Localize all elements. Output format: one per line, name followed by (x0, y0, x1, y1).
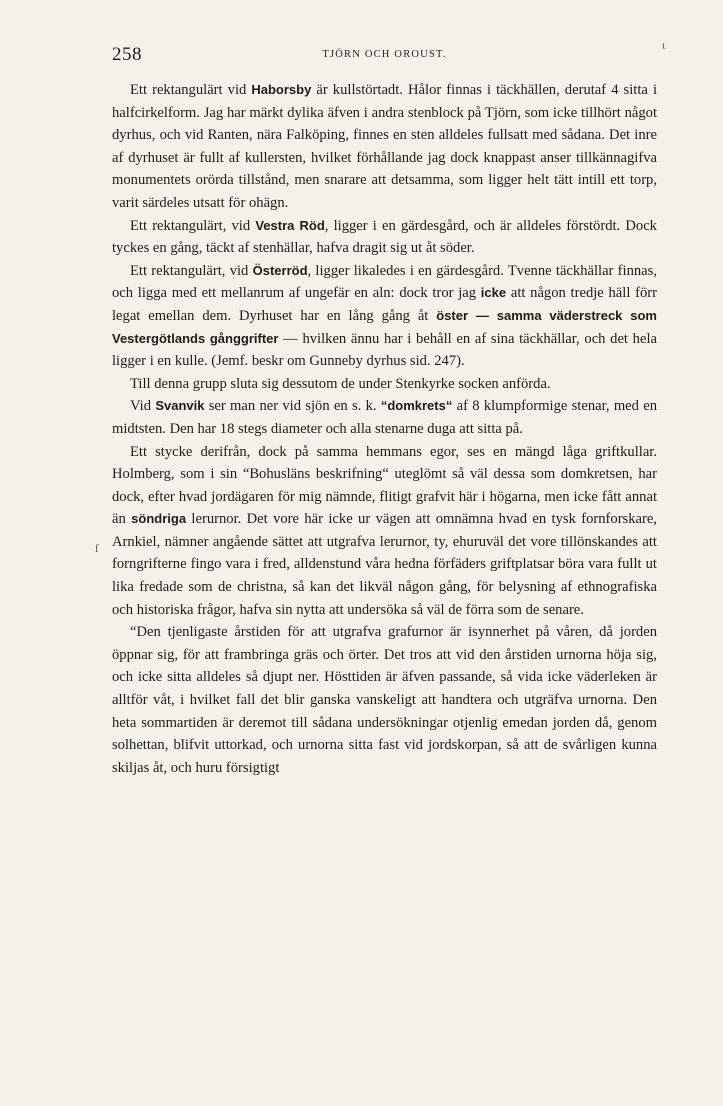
text-run: lerurnor. Det vore här icke ur vägen att omnämna hvad en tysk fornforskare, Arnkiel, nämner angående sättet att utgrafva lerurnor, ty, ehuruväl det vore tillönskandes att forngrifterne fingo vara i fred, alldenstund våra hedna förfäders griftplatsar böra vara fullt ut lika fredade som de christna, så kan det likväl någon gång, för belysning af ethnografiska och historiska frågor, hafva sin nytta att undersöka så väl de förra som de senare. (112, 511, 657, 618)
paragraph-griftkullar (112, 441, 657, 622)
text-run: Vid (130, 398, 156, 415)
emphasis-word: “domkrets“ (380, 398, 453, 414)
text-run: , ligger i en gärdesgård, och är alldeles förstördt. Dock tyckes en gång, täckt af stenhällar, hafva dragit sig ut åt söder. (112, 217, 657, 257)
text-run: Ett stycke derifrån, dock på samma hemmans egor, ses en mängd låga griftkullar. Holmberg, som i sin “Bohusläns beskrifning“ uteglömt så väl dessa som domkretsen, har dock, efter hvad jordägaren för mig nämnde, flitigt grafvit här i högarna, men icke fått annat än (112, 443, 657, 528)
text-run: ser man ner vid sjön en s. k. (204, 398, 381, 415)
paragraph-svanvik (112, 395, 657, 440)
paragraph-quote-arstiden (112, 621, 657, 779)
text-run: Till denna grupp sluta sig dessutom de under Stenkyrke socken anförda. (130, 375, 551, 392)
paragraph-haborsby (112, 79, 657, 215)
text-run: Ett rektangulärt, vid (130, 262, 253, 279)
text-run: af 8 klumpformige stenar, med en midtsten. Den har 18 stegs diameter och alla stenarne duga att sitta på. (112, 398, 658, 437)
emphasis-place-name: Vestra Röd (255, 217, 325, 233)
paragraph-osterrod (112, 260, 657, 373)
paragraph-grupp (112, 373, 657, 396)
emphasis-place-name: Haborsby (251, 82, 312, 97)
text-run: Ett rektangulärt, vid (130, 217, 256, 234)
page-number: 258 (112, 44, 142, 65)
margin-mark-top: ι (662, 38, 666, 52)
emphasis-phrase: öster — samma väderstreck som Vestergötlands gånggrifter (112, 307, 657, 346)
text-run: är kullstörtadt. Hålor finnas i täckhällen, derutaf 4 sitta i halfcirkelform. Jag har märkt dylika äfven i andra stenblock på Tjörn, som icke tillhört något dyrhus, och vid Ranten, nära Falköping, finnes en sten alldeles fullsatt med sådana. Det inre af dyrhuset är fullt af kullersten, hvilket förhållande jag dock knappast anser tillkännagifva monumentets orörda tillstånd, men snarare att detsamma, som ligger helt tätt intill ett torp, varit särdeles utsatt för ohägn. (112, 82, 657, 211)
text-run: “Den tjenligaste årstiden för att utgrafva grafurnor är isynnerhet på våren, då jorden öppnar sig, för att frambringa gräs och örter. Det tros att vid den årstiden urnorna höja sig, och icke sitta alldeles så djupt ner. Hösttiden är äfven passande, så vida icke väderleken är alltför våt, i hvilket fall det blir ganska vanskeligt att handtera och utgräfva urnorna. Den heta sommartiden är deremot till sådana undersökningar otjenlig emedan jorden då, genom solhettan, blifvit uttorkad, och urnorna sitta fast vid jordskorpan, så att de svårligen kunna skiljas åt, och huru försigtigt (112, 624, 657, 776)
emphasis-place-name: Svanvik (155, 398, 205, 414)
page-header (112, 44, 657, 72)
body-text (112, 79, 657, 779)
text-run: att någon tredje häll förr legat emellan dem. Dyrhuset har en lång gång åt (112, 285, 657, 324)
text-run: , ligger likaledes i en gärdesgård. Tvenne täckhällar finnas, och ligga med ett mellanrum af ungefär en aln: dock tror jag (112, 262, 657, 302)
paragraph-vestra-rod (112, 215, 657, 260)
text-run: — hvilken ännu har i behåll en af sina täckhällar, och det hela ligger i en kulle. (Jemf. beskr om Gunneby dyrhus sid. 247). (112, 330, 657, 370)
emphasis-word: söndriga (131, 511, 187, 527)
margin-mark-left: ſ (95, 541, 99, 555)
running-head: TJÖRN OCH OROUST. (322, 49, 447, 60)
emphasis-word: icke (480, 285, 507, 301)
emphasis-place-name: Österröd (252, 262, 308, 278)
text-run: Ett rektangulärt vid (130, 82, 252, 98)
